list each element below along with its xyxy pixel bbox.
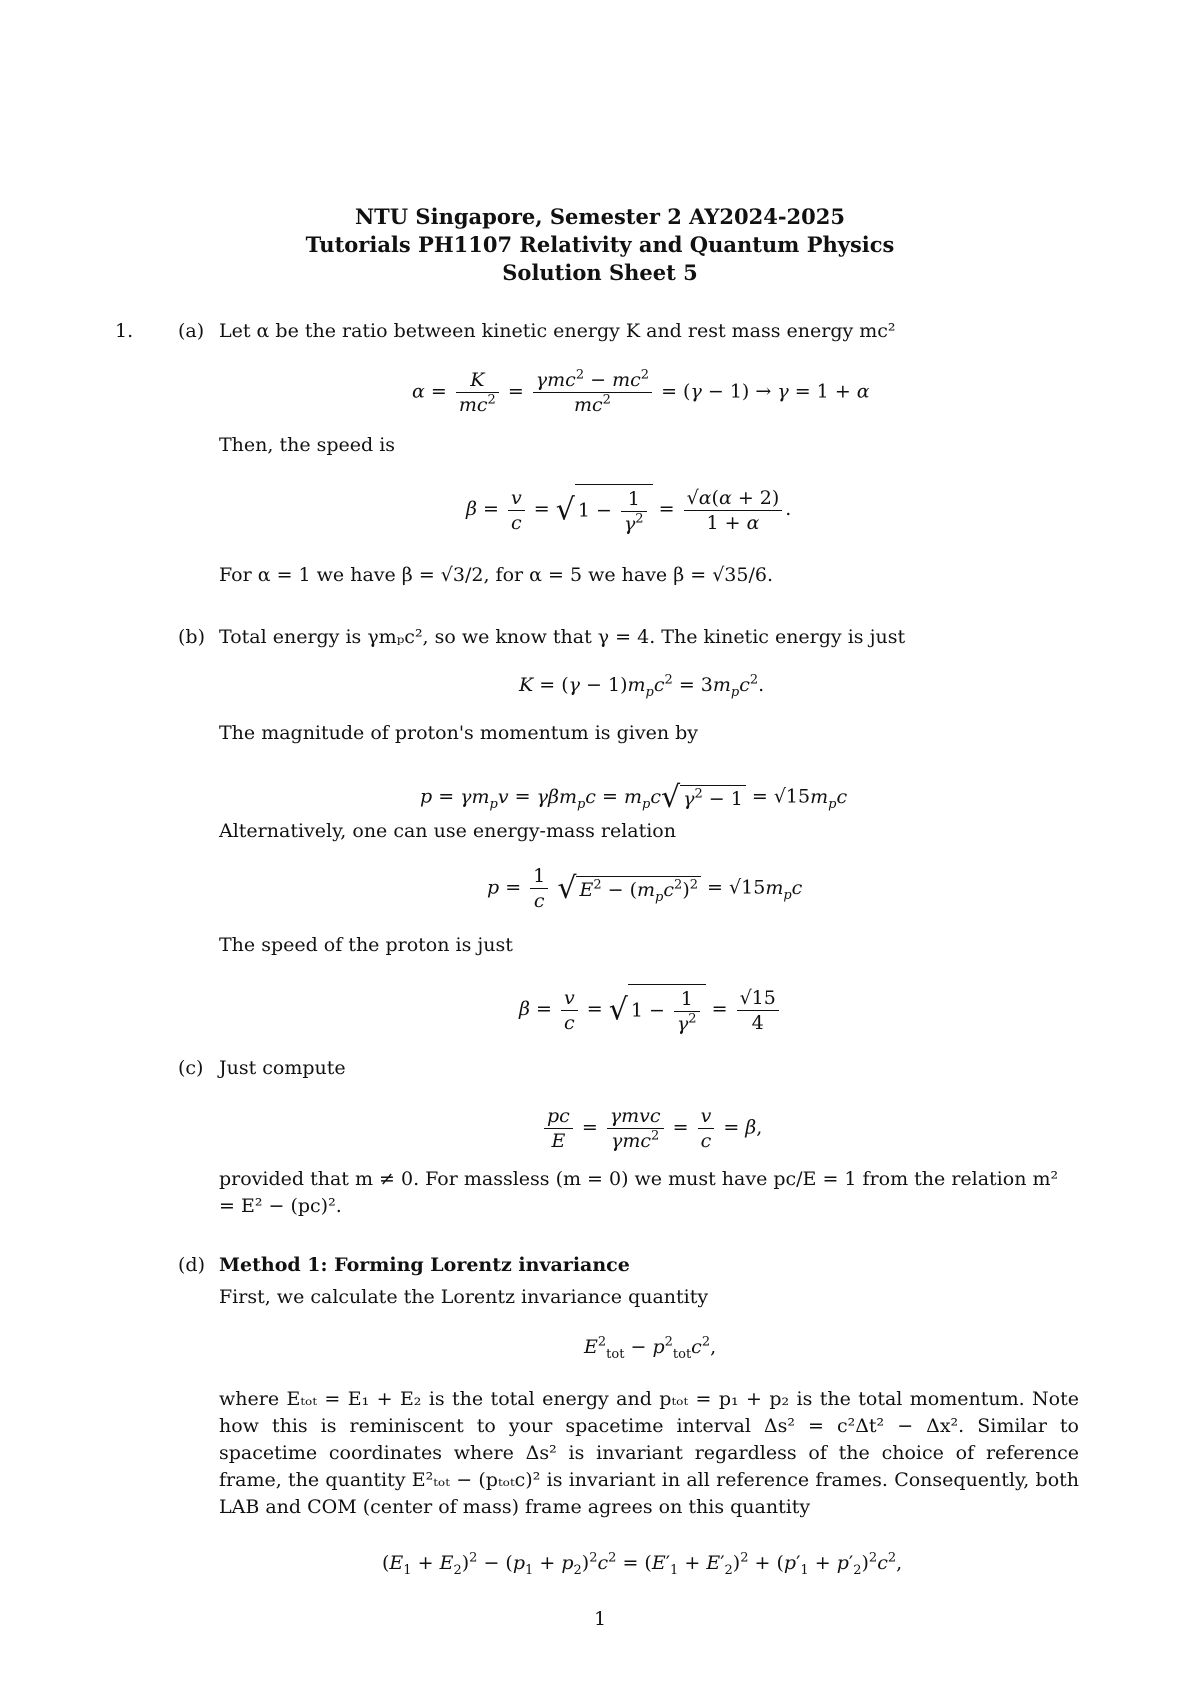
part-c-label: (c)	[178, 1057, 204, 1079]
part-d-paragraph: where Eₜₒₜ = E₁ + E₂ is the total energy and pₜₒₜ = p₁ + p₂ is the total momentum. Note how this is reminiscent to your spacetime interval Δs² = c²Δt² − Δx². Similar to spacetime coordinates where Δs² is invariant regardless of the choice of reference frame, the quantity E²ₜₒₜ − (pₜₒₜc)² is invariant in all reference frames. Consequently, both LAB and COM (center of mass) frame agrees on this quantity	[219, 1388, 1079, 1518]
equation-energy-mass: p = $\frac{1}{c}$ √ $E^2 - (m_pc^2)^2 = √15m_pc$	[487, 865, 803, 912]
equation-momentum: $p = \gamma m_pv = \gamma\beta m_pc = m_pc√$ $\gamma^2 - 1 = √15m_pc$	[420, 780, 848, 815]
page-number: 1	[593, 1608, 607, 1630]
part-b-momentum-intro: The magnitude of proton's momentum is given by	[219, 722, 698, 744]
equation-kinetic-energy: $K = (\gamma - 1)m_pc^2 = 3m_pc^2$.	[519, 672, 765, 700]
part-a-then: Then, the speed is	[219, 434, 396, 456]
equation-pc-over-e: $\frac{pc}{E}$ = $\frac{\text{γmvc}}{\gamma mc^2}$ = $\frac{v}{c}$ = β,	[541, 1104, 762, 1153]
part-a-intro: Let α be the ratio between kinetic energy K and rest mass energy mc²	[219, 320, 896, 342]
document-header	[0, 203, 1200, 287]
part-c-text: provided that m ≠ 0. For massless (m = 0) we must have pc/E = 1 from the relation m² = E² − (pc)².	[219, 1168, 1059, 1217]
part-a-result: For α = 1 we have β = √3/2, for α = 5 we have β = √35/6.	[219, 564, 774, 586]
header-line-3: Solution Sheet 5	[502, 260, 698, 285]
part-b-label: (b)	[178, 626, 205, 648]
header-line-1: NTU Singapore, Semester 2 AY2024-2025	[354, 204, 846, 229]
header-line-2: Tutorials PH1107 Relativity and Quantum Physics	[305, 232, 895, 257]
part-d-heading: Method 1: Forming Lorentz invariance	[219, 1254, 630, 1276]
part-a-label: (a)	[178, 320, 205, 342]
equation-beta-b: β = $\frac{v}{c}$ = √ 1 − $\frac{1}{\gamma^2}$ = $\frac{√15}{4}$	[519, 984, 782, 1036]
part-d-label: (d)	[178, 1254, 205, 1276]
part-b-alternative: Alternatively, one can use energy-mass relation	[219, 820, 676, 842]
equation-lab-com: $(E_1 + E_2)^2 - (p_1 + p_2)^2c^2 = (E'_1 + E'_2)^2 + (p'_1 + p'_2)^2c^2$,	[382, 1550, 903, 1578]
part-c-intro: Just compute	[219, 1057, 346, 1079]
part-b-speed: The speed of the proton is just	[219, 934, 513, 956]
equation-invariant: $E^2_{tot} - p^2_{tot}c^2$,	[584, 1334, 717, 1362]
question-number: 1.	[115, 320, 134, 342]
part-d-intro: First, we calculate the Lorentz invariance quantity	[219, 1286, 709, 1308]
part-b-intro: Total energy is γmₚc², so we know that γ = 4. The kinetic energy is just	[219, 626, 906, 648]
equation-beta-a: β = $\frac{v}{c}$ = √ 1 − $\frac{1}{\gamma^2}$ = $\frac{√\alpha(\alpha + 2)}{1 + \alpha}$ .	[466, 484, 791, 536]
equation-alpha: α = $\frac{K}{mc^2}$ = $\frac{\gamma mc^2 - mc^2}{mc^2}$ = (γ − 1) → γ = 1 + α	[412, 367, 870, 416]
